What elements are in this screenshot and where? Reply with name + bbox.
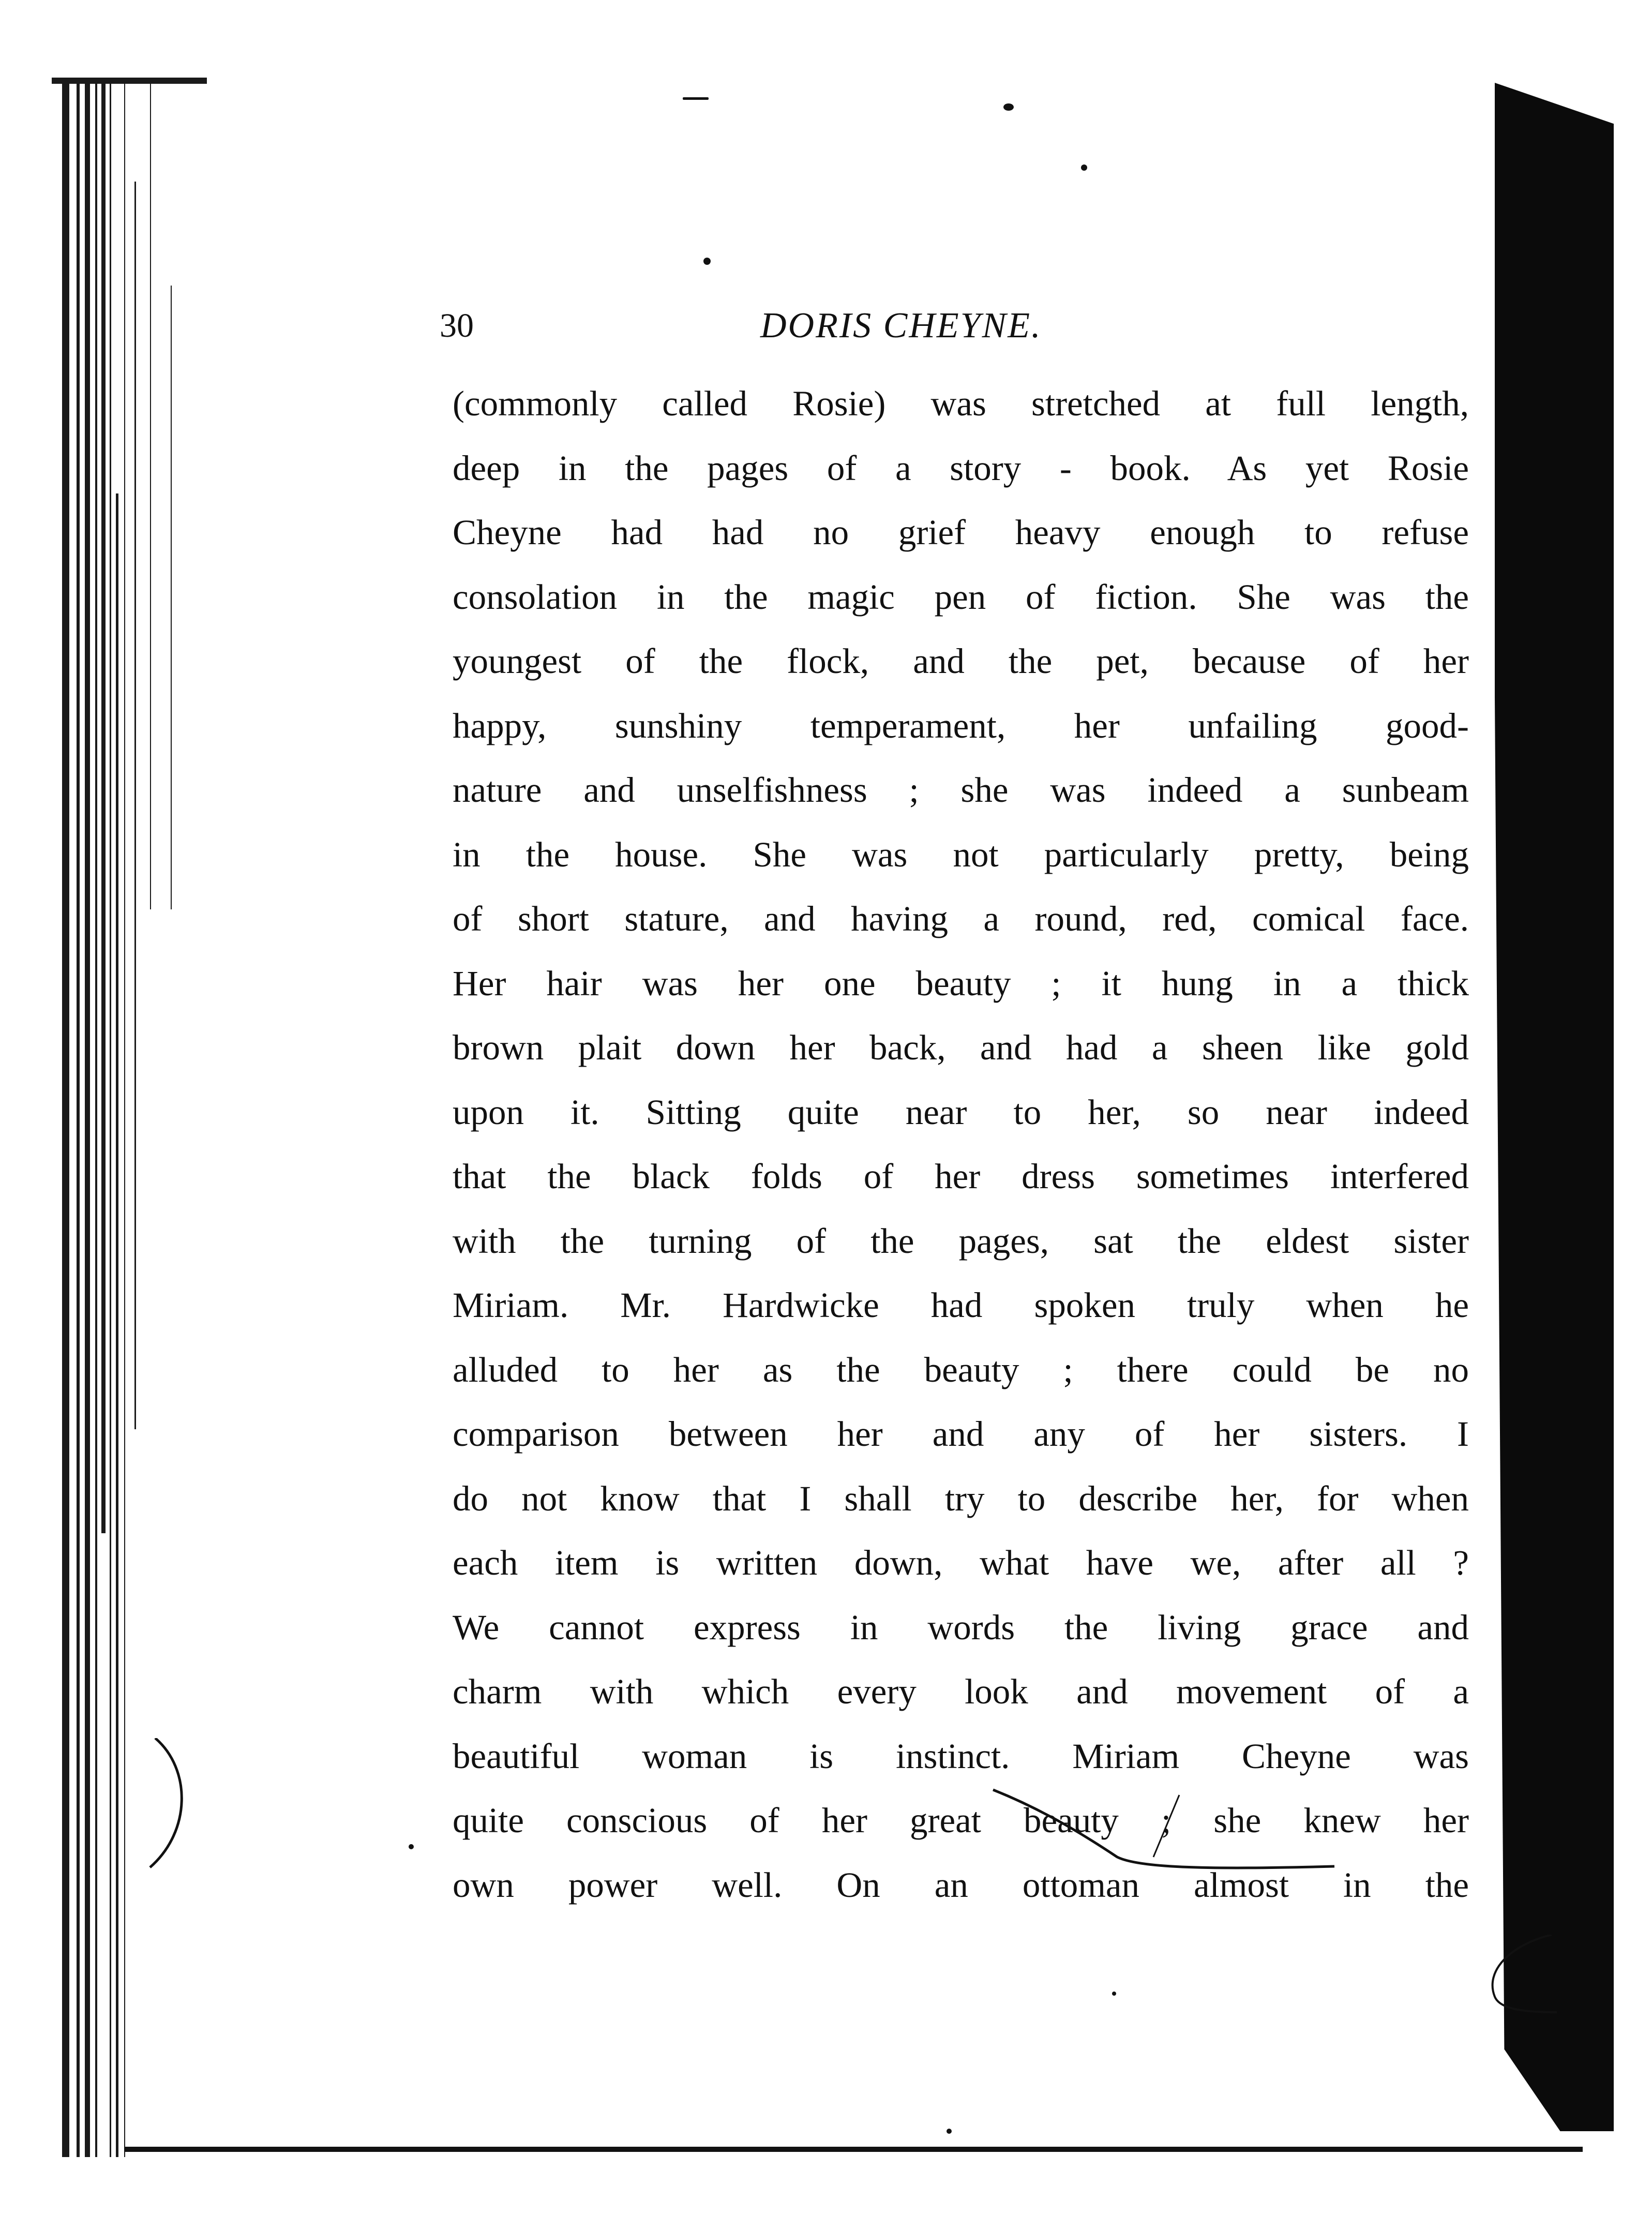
text-line: charm with which every look and movement of a bbox=[453, 1672, 1469, 1711]
text-line: quite conscious of her great beauty ; she knew her bbox=[453, 1801, 1469, 1840]
scan-speck bbox=[409, 1844, 414, 1849]
text-line: upon it. Sitting quite near to her, so near indeed bbox=[453, 1092, 1469, 1132]
text-line: youngest of the flock, and the pet, because of her bbox=[453, 641, 1469, 681]
text-line: that the black folds of her dress sometimes interfered bbox=[453, 1157, 1469, 1196]
text-line: (commonly called Rosie) was stretched at full length, bbox=[453, 384, 1469, 423]
text-line: comparison between her and any of her sisters. I bbox=[453, 1414, 1469, 1454]
text-line: nature and unselfishness ; she was indeed a sunbeam bbox=[453, 770, 1469, 810]
scan-speck bbox=[947, 2129, 952, 2134]
text-line: Miriam. Mr. Hardwicke had spoken truly when he bbox=[453, 1285, 1469, 1325]
page-edge-shadow bbox=[1495, 83, 1614, 2131]
pencil-mark bbox=[983, 1779, 1396, 1873]
running-title: DORIS CHEYNE. bbox=[760, 306, 1042, 346]
text-line: each item is written down, what have we, after all ? bbox=[453, 1543, 1469, 1582]
scan-speck bbox=[1003, 103, 1014, 111]
text-line: alluded to her as the beauty ; there could be no bbox=[453, 1350, 1469, 1389]
scan-speck bbox=[683, 97, 709, 100]
scan-speck bbox=[703, 258, 711, 265]
scan-speck bbox=[1081, 164, 1087, 171]
text-line: Cheyne had had no grief heavy enough to refuse bbox=[453, 513, 1469, 552]
text-line: beautiful woman is instinct. Miriam Cheyne was bbox=[453, 1736, 1469, 1776]
text-line: We cannot express in words the living grace and bbox=[453, 1607, 1469, 1647]
text-line: with the turning of the pages, sat the eldest sister bbox=[453, 1221, 1469, 1261]
page-number: 30 bbox=[440, 307, 474, 345]
text-line: Her hair was her one beauty ; it hung in a thick bbox=[453, 963, 1469, 1003]
text-line: of short stature, and having a round, red, comical face. bbox=[453, 899, 1469, 938]
text-line: consolation in the magic pen of fiction. She was the bbox=[453, 577, 1469, 617]
text-line: in the house. She was not particularly pretty, being bbox=[453, 834, 1469, 874]
text-line: own power well. On an ottoman almost in the bbox=[453, 1865, 1469, 1905]
page-bottom-edge bbox=[124, 2147, 1583, 2152]
text-line: brown plait down her back, and had a sheen like gold bbox=[453, 1028, 1469, 1067]
body-text bbox=[453, 371, 1469, 1917]
binding-curve-mark bbox=[145, 1738, 212, 1873]
text-line: do not know that I shall try to describe her, for when bbox=[453, 1478, 1469, 1518]
scan-speck bbox=[1112, 1992, 1116, 1996]
text-line: deep in the pages of a story - book. As yet Rosie bbox=[453, 448, 1469, 488]
page-corner-curl bbox=[1479, 1935, 1562, 2017]
text-line: happy, sunshiny temperament, her unfailing good- bbox=[453, 706, 1469, 745]
page-header bbox=[440, 297, 1164, 354]
